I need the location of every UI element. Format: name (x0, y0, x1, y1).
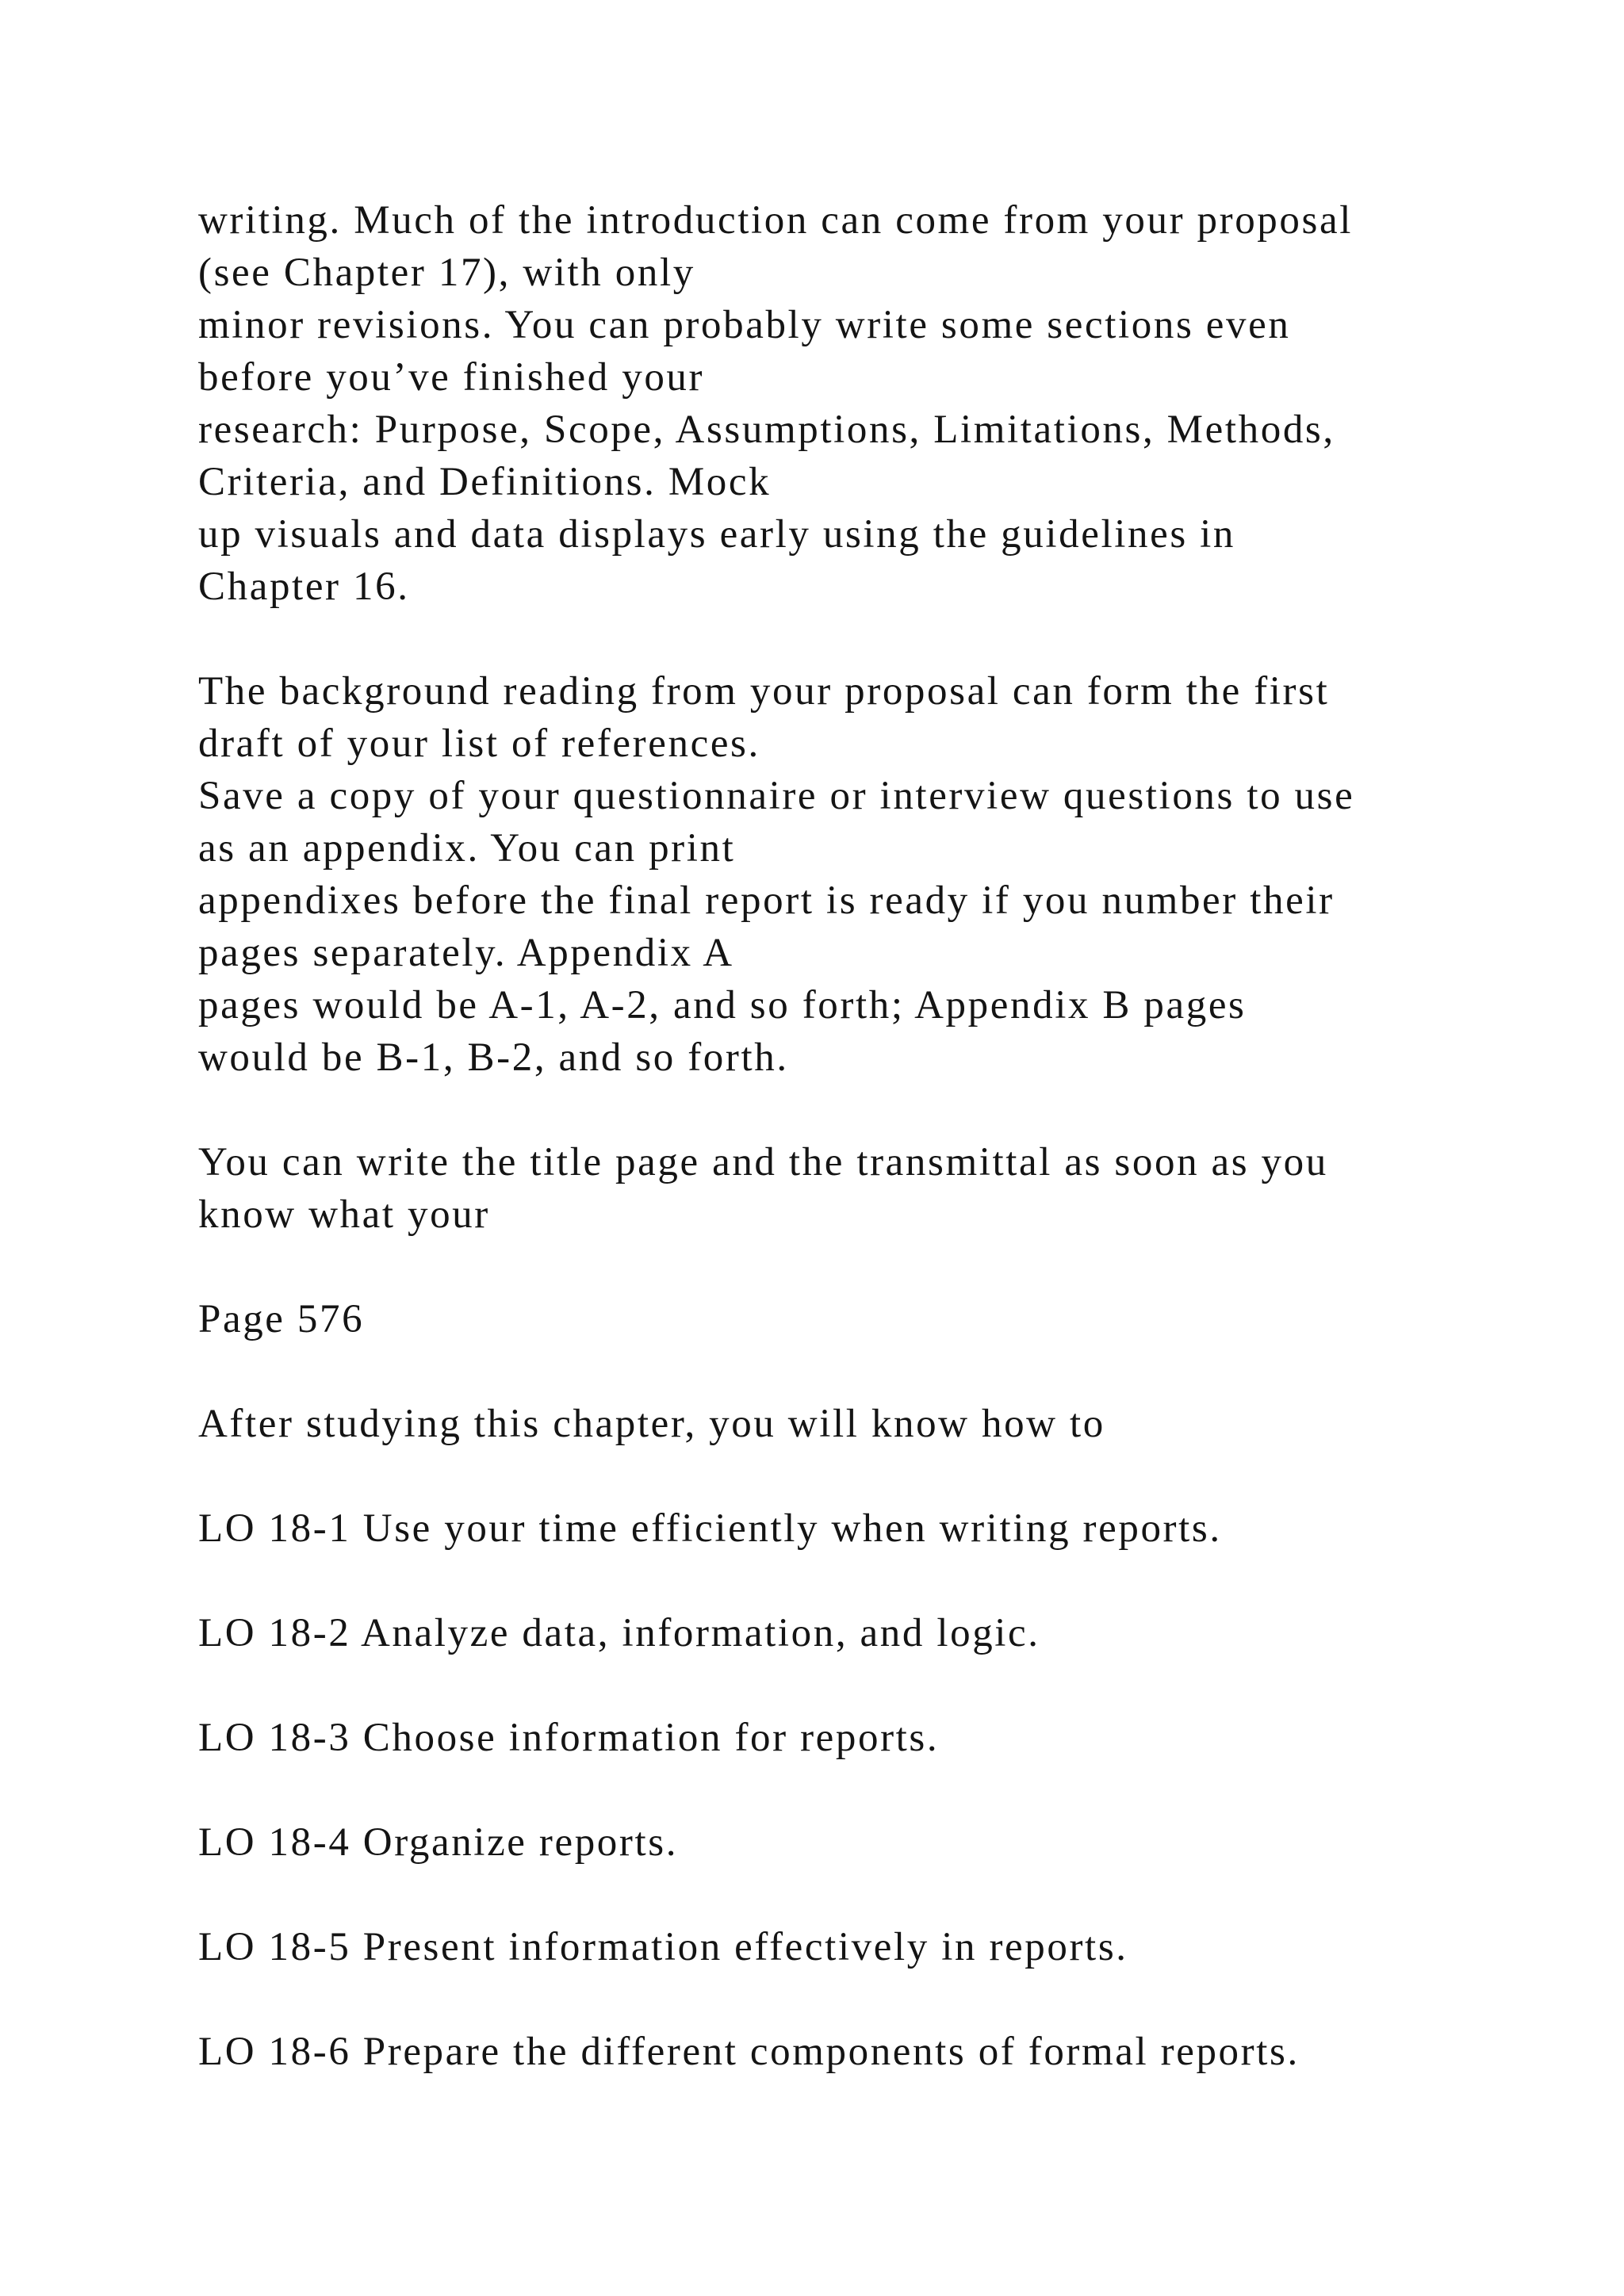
paragraph-gap (198, 1659, 1594, 1712)
text-line: research: Purpose, Scope, Assumptions, Limitations, Methods, (198, 408, 1335, 452)
text-line: Save a copy of your questionnaire or interview questions to use (198, 774, 1355, 818)
text-line: LO 18-2 Analyze data, information, and logic. (198, 1611, 1040, 1655)
learning-objectives-intro (198, 1398, 1594, 1450)
text-line: You can write the title page and the transmittal as soon as you (198, 1140, 1328, 1184)
text-line: as an appendix. You can print (198, 826, 736, 871)
text-line: writing. Much of the introduction can come from your proposal (198, 198, 1353, 243)
paragraph-gap (198, 1241, 1594, 1293)
page-number-label (198, 1293, 1594, 1345)
learning-objective-item (198, 1607, 1594, 1659)
paragraph-gap (198, 1450, 1594, 1502)
text-line: pages separately. Appendix A (198, 931, 734, 975)
paragraph-gap (198, 1973, 1594, 2026)
text-line: pages would be A-1, A-2, and so forth; Appendix B pages (198, 983, 1247, 1027)
text-line: (see Chapter 17), with only (198, 251, 695, 295)
text-line: LO 18-1 Use your time efficiently when writing reports. (198, 1506, 1222, 1551)
paragraph-gap (198, 613, 1594, 665)
text-line: The background reading from your proposal can form the first (198, 669, 1330, 714)
text-line: LO 18-4 Organize reports. (198, 1820, 679, 1865)
learning-objective-item (198, 1921, 1594, 1973)
paragraph-gap (198, 1555, 1594, 1607)
document-body (198, 194, 1594, 2078)
paragraph-gap (198, 1764, 1594, 1816)
text-line: Chapter 16. (198, 564, 410, 609)
learning-objective-item (198, 1502, 1594, 1555)
text-line: Page 576 (198, 1297, 365, 1341)
text-line: LO 18-3 Choose information for reports. (198, 1716, 940, 1760)
text-line: draft of your list of references. (198, 721, 760, 766)
text-line: LO 18-5 Present information effectively in reports. (198, 1925, 1128, 1969)
text-line: before you’ve finished your (198, 355, 705, 400)
paragraph-gap (198, 1869, 1594, 1921)
learning-objective-item (198, 1816, 1594, 1869)
text-line: Criteria, and Definitions. Mock (198, 460, 772, 504)
text-line: know what your (198, 1192, 490, 1237)
text-line: After studying this chapter, you will know how to (198, 1402, 1105, 1446)
learning-objective-item (198, 2026, 1594, 2078)
text-line: up visuals and data displays early using the guidelines in (198, 512, 1236, 557)
learning-objective-item (198, 1712, 1594, 1764)
paragraph-references-appendix (198, 665, 1594, 1084)
text-line: LO 18-6 Prepare the different components of formal reports. (198, 2030, 1300, 2074)
text-line: appendixes before the final report is ready if you number their (198, 878, 1335, 923)
paragraph-gap (198, 1345, 1594, 1398)
text-line: minor revisions. You can probably write some sections even (198, 303, 1291, 347)
text-line: would be B-1, B-2, and so forth. (198, 1035, 789, 1080)
paragraph-title-page (198, 1136, 1594, 1241)
paragraph-gap (198, 1084, 1594, 1136)
paragraph-introduction (198, 194, 1594, 613)
